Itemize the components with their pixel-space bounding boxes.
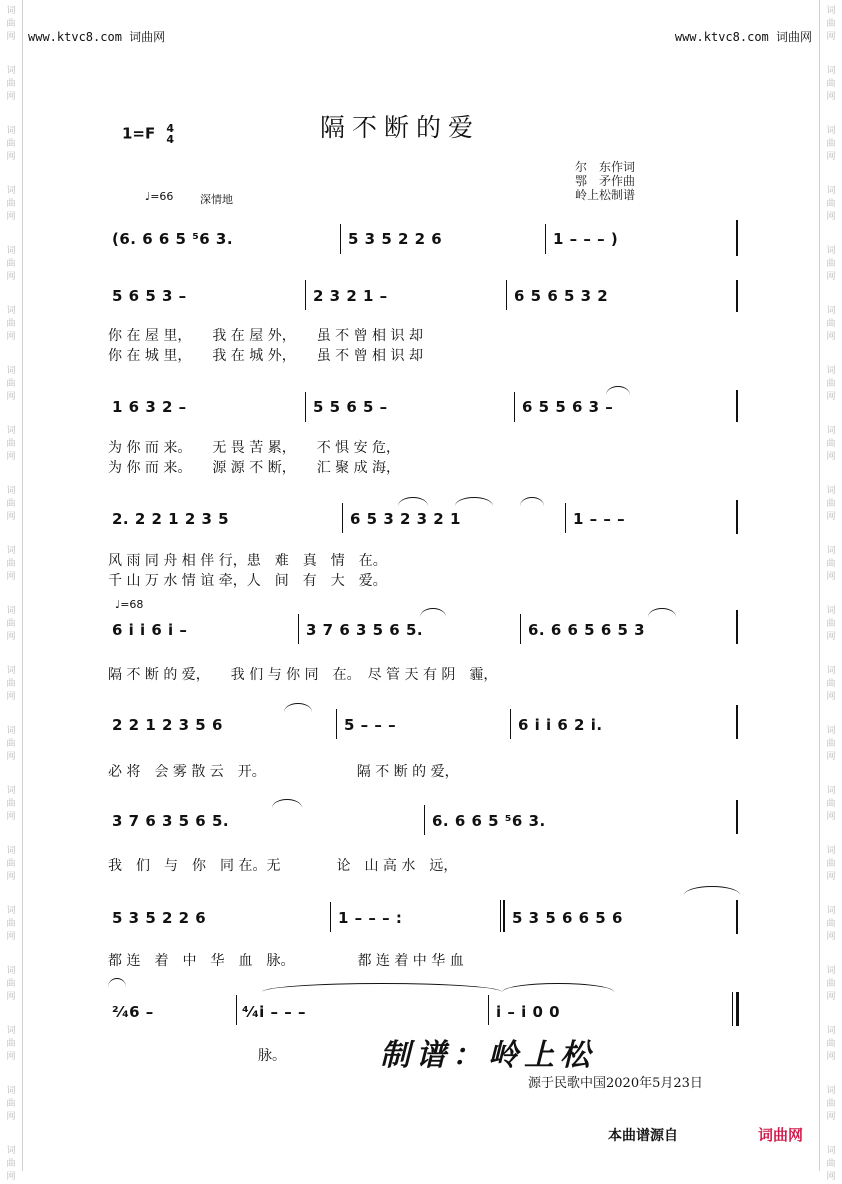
footer-brand-link[interactable]: 词曲网	[758, 1126, 804, 1144]
barline	[236, 995, 237, 1025]
repeat-barline	[500, 900, 501, 932]
measure: 6 i i 6 i –	[112, 621, 188, 639]
site-link-right[interactable]: www.ktvc8.com 词曲网	[674, 30, 812, 44]
footer-label: 本曲谱源自	[608, 1128, 678, 1144]
watermark-text: 词 曲 网	[826, 726, 836, 762]
key-signature	[122, 123, 174, 145]
measure: 2 3 2 1 –	[313, 287, 388, 305]
barline	[736, 705, 738, 739]
watermark-text: 词 曲 网	[826, 906, 836, 942]
measure: 6 5 5 6 3 –	[522, 398, 614, 416]
slur	[648, 608, 676, 617]
barline	[510, 709, 511, 739]
composer: 鄂 矛作曲	[575, 174, 636, 188]
measure: i – i 0 0	[496, 1003, 561, 1021]
measure: 1 – – –	[573, 510, 626, 528]
measure: 2. 2 2 1 2 3 5	[112, 510, 230, 528]
watermark-text: 词 曲 网	[826, 246, 836, 282]
watermark-text: 词 曲 网	[6, 606, 16, 642]
watermark-text: 词 曲 网	[6, 1026, 16, 1062]
barline	[736, 500, 738, 534]
barline	[736, 280, 738, 312]
measure: 6 5 6 5 3 2	[514, 287, 609, 305]
lyric-line: 都 连 着 中 华 血 脉。 都 连 着 中 华 血	[108, 953, 464, 969]
barline	[488, 995, 489, 1025]
measure: 5 3 5 6 6 5 6	[512, 909, 623, 927]
key-label: 1=F	[122, 124, 156, 143]
watermark-text: 词 曲 网	[826, 6, 836, 42]
barline	[336, 709, 337, 739]
repeat-barline	[503, 900, 505, 932]
credits	[575, 160, 635, 202]
arranger: 岭上松制谱	[575, 188, 636, 202]
slur	[455, 497, 493, 506]
watermark-text: 词 曲 网	[6, 486, 16, 522]
lyric-line: 你 在 城 里， 我 在 城 外， 虽 不 曾 相 识 却	[108, 348, 423, 364]
measure: 3 7 6 3 5 6 5.	[306, 621, 424, 639]
watermark-text: 词 曲 网	[6, 666, 16, 702]
watermark-text: 词 曲 网	[826, 486, 836, 522]
measure: 6. 6 6 5 6 5 3	[528, 621, 646, 639]
barline	[545, 224, 546, 254]
watermark-text: 词 曲 网	[6, 906, 16, 942]
site-link-left[interactable]: www.ktvc8.com 词曲网	[28, 30, 166, 44]
barline	[330, 902, 331, 932]
measure: 3 7 6 3 5 6 5.	[112, 812, 230, 830]
watermark-text: 词 曲 网	[6, 306, 16, 342]
measure: 5 3 5 2 2 6	[348, 230, 443, 248]
arranger-signature: 制谱：岭上松	[380, 1038, 596, 1073]
slur	[606, 386, 630, 395]
watermark-text: 词 曲 网	[6, 966, 16, 1002]
watermark-text: 词 曲 网	[6, 546, 16, 582]
lyric-line: 为 你 而 来。 源 源 不 断， 汇 聚 成 海，	[108, 460, 401, 476]
watermark-text: 词 曲 网	[826, 606, 836, 642]
barline	[736, 610, 738, 644]
watermark-text: 词 曲 网	[6, 726, 16, 762]
watermark-text: 词 曲 网	[826, 426, 836, 462]
barline	[340, 224, 341, 254]
slur	[284, 703, 312, 712]
measure: ⁴⁄₄i – – –	[242, 1003, 306, 1021]
lyric-line: 千 山 万 水 情 谊 牵，人 间 有 大 爱。	[108, 573, 387, 589]
measure: 5 5 6 5 –	[313, 398, 388, 416]
measure: 5 3 5 2 2 6	[112, 909, 207, 927]
slur	[398, 497, 428, 506]
lyric-line: 你 在 屋 里， 我 在 屋 外， 虽 不 曾 相 识 却	[108, 328, 423, 344]
watermark-text: 词 曲 网	[6, 786, 16, 822]
tempo-marking: ♩=68	[115, 598, 144, 611]
barline	[424, 805, 425, 835]
watermark-text: 词 曲 网	[826, 1146, 836, 1182]
watermark-text: 词 曲 网	[6, 246, 16, 282]
barline	[736, 900, 738, 934]
watermark-text: 词 曲 网	[826, 126, 836, 162]
tie	[502, 983, 614, 992]
tie	[108, 978, 126, 987]
lyric-line: 必 将 会 雾 散 云 开。 隔 不 断 的 爱，	[108, 764, 459, 780]
tie	[684, 886, 740, 895]
source-note: 源于民歌中国2020年5月23日	[528, 1076, 703, 1091]
slur	[520, 497, 544, 506]
barline	[342, 503, 343, 533]
measure: 6. 6 6 5 ⁵6 3.	[432, 812, 546, 830]
watermark-text: 词 曲 网	[826, 546, 836, 582]
barline	[305, 392, 306, 422]
measure: 2 2 1 2 3 5 6	[112, 716, 223, 734]
watermark-text: 词 曲 网	[6, 66, 16, 102]
barline	[520, 614, 521, 644]
measure: (6. 6 6 5 ⁵6 3.	[112, 230, 234, 248]
watermark-text: 词 曲 网	[826, 786, 836, 822]
lyric-line: 为 你 而 来。 无 畏 苦 累， 不 惧 安 危，	[108, 440, 401, 456]
measure: 1 – – – )	[553, 230, 619, 248]
barline	[506, 280, 507, 310]
watermark-text: 词 曲 网	[826, 1026, 836, 1062]
expression-marking: 深情地	[200, 193, 233, 206]
measure: 1 6 3 2 –	[112, 398, 187, 416]
time-bottom: 4	[166, 133, 175, 146]
watermark-text: 词 曲 网	[826, 306, 836, 342]
song-title: 隔不断的爱	[320, 113, 481, 142]
watermark-text: 词 曲 网	[6, 426, 16, 462]
measure: 6 5 3 2 3 2 1	[350, 510, 461, 528]
barline	[305, 280, 306, 310]
watermark-text: 词 曲 网	[826, 966, 836, 1002]
barline	[298, 614, 299, 644]
barline	[736, 800, 738, 834]
barline	[565, 503, 566, 533]
watermark-text: 词 曲 网	[6, 1086, 16, 1122]
time-signature	[166, 123, 174, 145]
time-top: 4	[166, 122, 175, 135]
barline	[736, 390, 738, 422]
watermark-text: 词 曲 网	[6, 366, 16, 402]
slur	[420, 608, 446, 617]
watermark-text: 词 曲 网	[826, 1086, 836, 1122]
barline	[514, 392, 515, 422]
watermark-text: 词 曲 网	[826, 186, 836, 222]
measure: 1 – – – :	[338, 909, 403, 927]
tempo-marking: ♩=66	[145, 190, 174, 203]
watermark-text: 词 曲 网	[826, 66, 836, 102]
measure: 5 – – –	[344, 716, 397, 734]
barline	[736, 220, 738, 256]
tie	[262, 983, 502, 992]
watermark-text: 词 曲 网	[6, 126, 16, 162]
watermark-text: 词 曲 网	[6, 6, 16, 42]
lyric-line: 脉。	[258, 1048, 286, 1064]
lyric-line: 风 雨 同 舟 相 伴 行，患 难 真 情 在。	[108, 553, 387, 569]
watermark-text: 词 曲 网	[6, 186, 16, 222]
measure: 5 6 5 3 –	[112, 287, 187, 305]
slur	[272, 799, 302, 808]
watermark-text: 词 曲 网	[6, 846, 16, 882]
measure: ²⁄₄6 –	[112, 1003, 154, 1021]
watermark-text: 词 曲 网	[6, 1146, 16, 1182]
watermark-text: 词 曲 网	[826, 846, 836, 882]
lyricist: 尔 东作词	[575, 160, 636, 174]
lyric-line: 隔 不 断 的 爱， 我 们 与 你 同 在。 尽 管 天 有 阴 霾，	[108, 667, 498, 683]
watermark-text: 词 曲 网	[826, 366, 836, 402]
watermark-text: 词 曲 网	[826, 666, 836, 702]
final-barline	[736, 992, 739, 1026]
lyric-line: 我 们 与 你 同 在。无 论 山 高 水 远，	[108, 858, 458, 874]
measure: 6 i i 6 2 i.	[518, 716, 603, 734]
final-barline	[732, 992, 733, 1026]
